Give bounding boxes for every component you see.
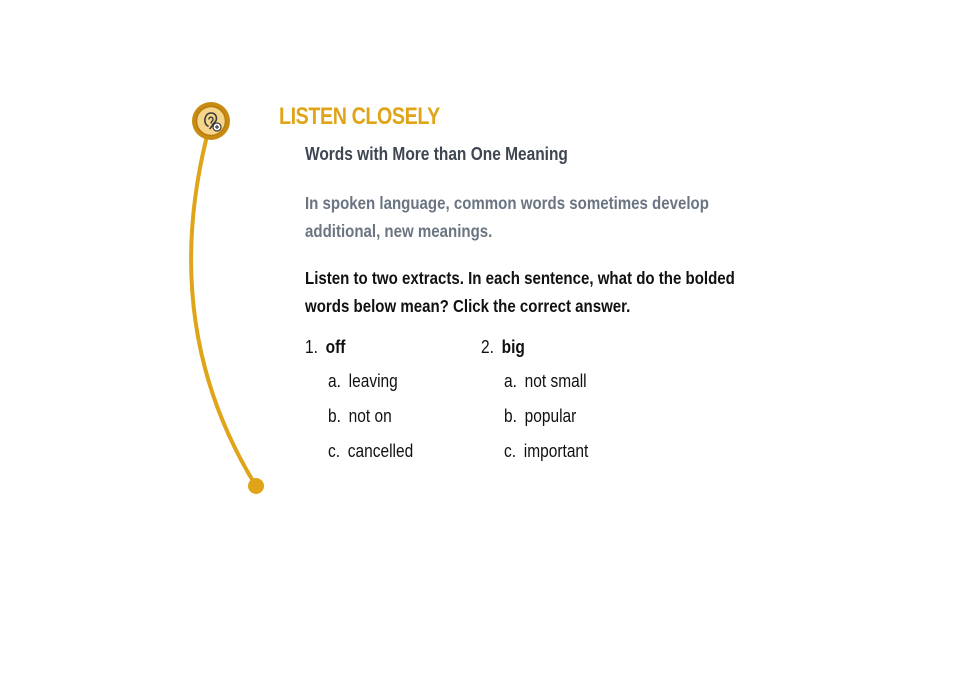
intro-text: In spoken language, common words sometimes develop additional, new meanings. <box>305 193 709 241</box>
section-title: LISTEN CLOSELY <box>279 103 440 130</box>
option-text: popular <box>524 406 577 426</box>
option-letter: c. <box>328 441 341 461</box>
option-text: cancelled <box>347 441 414 461</box>
question-word: big <box>501 337 525 357</box>
question-number: 2. <box>481 337 494 357</box>
timeline-end-dot <box>248 478 264 494</box>
question-2 <box>481 335 589 461</box>
question-number: 1. <box>305 337 318 357</box>
answer-option-2b[interactable] <box>504 404 576 428</box>
option-text: not on <box>348 406 392 426</box>
option-letter: b. <box>504 406 517 426</box>
question-heading <box>305 335 345 359</box>
answer-option-1c[interactable] <box>328 439 413 463</box>
timeline-curve <box>191 140 256 486</box>
question-word: off <box>325 337 346 357</box>
option-letter: a. <box>328 371 341 391</box>
question-heading <box>481 335 525 359</box>
instruction-text: Listen to two extracts. In each sentence, what do the bolded words below mean? Click the correct answer. <box>305 268 735 316</box>
answer-option-2c[interactable] <box>504 439 588 463</box>
answer-option-1b[interactable] <box>328 404 392 428</box>
answer-option-1a[interactable] <box>328 369 398 393</box>
section-subtitle: Words with More than One Meaning <box>305 144 568 164</box>
option-letter: c. <box>504 441 517 461</box>
question-1 <box>305 335 414 461</box>
option-text: leaving <box>348 371 398 391</box>
option-text: important <box>523 441 589 461</box>
option-letter: a. <box>504 371 517 391</box>
ear-icon <box>190 100 232 142</box>
option-letter: b. <box>328 406 341 426</box>
answer-option-2a[interactable] <box>504 369 587 393</box>
option-text: not small <box>524 371 587 391</box>
